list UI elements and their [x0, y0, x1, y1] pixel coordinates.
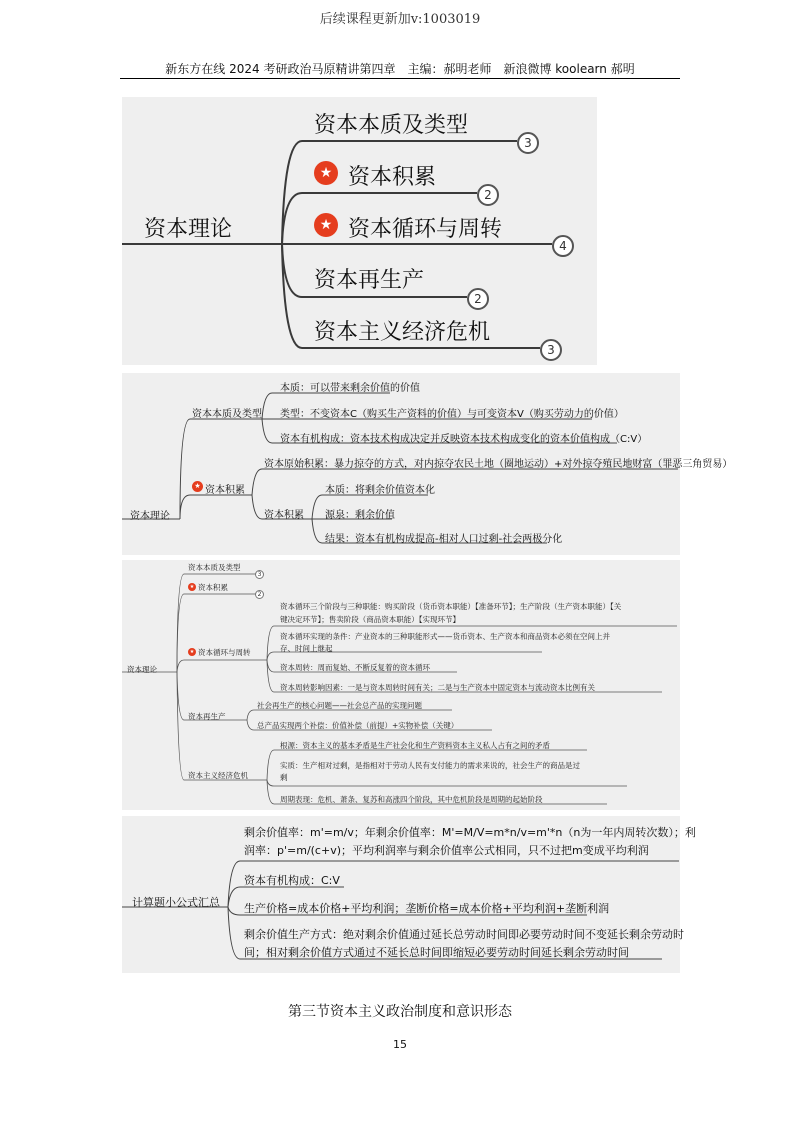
node-text: 剩: [280, 773, 288, 782]
branch-label: 资本本质及类型: [192, 409, 262, 420]
mindmap-capital-accumulation: [122, 373, 733, 555]
branch-label: 资本主义经济危机: [188, 771, 248, 780]
branch-label: 资本积累: [205, 485, 245, 496]
branch-label: 资本积累: [198, 583, 228, 592]
branch-label: 资本再生产: [188, 712, 226, 721]
branch-label: 资本本质及类型: [314, 113, 469, 138]
node-text: 源泉：剩余价值: [325, 510, 395, 521]
count-badge: 4: [552, 235, 574, 257]
count-badge: 2: [255, 590, 264, 599]
page-header: 新东方在线 2024 考研政治马原精讲第四章 主编：郝明老师 新浪微博 koolearn 郝明: [165, 62, 635, 76]
branch-label: 资本积累: [264, 510, 304, 521]
node-text: 生产价格=成本价格+平均利润；垄断价格=成本价格+平均利润+垄断利润: [244, 902, 610, 915]
section-title: 第三节资本主义政治制度和意识形态: [288, 1004, 512, 1020]
branch-label: 资本循环与周转: [348, 217, 503, 242]
header-rule: [120, 78, 680, 79]
node-text: 社会再生产的核心问题——社会总产品的实现问题: [257, 701, 422, 710]
star-icon: ★: [192, 481, 203, 492]
node-text: 资本循环三个阶段与三种职能：购买阶段（货币资本职能）【准备环节】；生产阶段（生产资本职能）【关: [280, 602, 622, 611]
branch-label: 资本循环与周转: [198, 648, 251, 657]
count-badge: 3: [517, 132, 539, 154]
star-icon: ★: [314, 213, 338, 237]
star-icon: ★: [189, 649, 195, 655]
mindmap-root: 资本理论: [127, 665, 157, 674]
mindmap-root: 资本理论: [144, 217, 233, 242]
star-icon: ★: [314, 161, 338, 185]
node-text: 结果：资本有机构成提高-相对人口过剩-社会两极分化: [325, 534, 563, 545]
node-text: 剩余价值率：m'=m/v；年剩余价值率：M'=M/V=m*n/v=m'*n（n为一年内周转次数）；利: [244, 826, 696, 839]
count-badge: 2: [467, 288, 489, 310]
node-text: 根源：资本主义的基本矛盾是生产社会化和生产资料资本主义私人占有之间的矛盾: [280, 741, 550, 750]
node-text: 资本周转影响因素：一是与资本周转时间有关；二是与生产资本中固定资本与流动资本比例有关: [280, 683, 595, 692]
count-badge: 3: [255, 570, 264, 579]
node-text: 本质：将剩余价值资本化: [325, 485, 435, 496]
node-text: 资本有机构成：C:V: [244, 874, 340, 887]
node-text: 剩余价值生产方式：绝对剩余价值通过延长总劳动时间即必要劳动时间不变延长剩余劳动时: [244, 928, 684, 941]
branch-label: 资本本质及类型: [188, 563, 241, 572]
page-number: 15: [393, 1038, 407, 1051]
node-text: 类型：不变资本C（购买生产资料的价值）与可变资本V（购买劳动力的价值）: [280, 409, 624, 420]
count-badge: 3: [540, 339, 562, 361]
count-badge: 2: [477, 184, 499, 206]
node-text: 资本循环实现的条件：产业资本的三种职能形式——货币资本、生产资本和商品资本必须在空间上并: [280, 632, 610, 641]
node-text: 资本周转：周而复始、不断反复着的资本循环: [280, 663, 430, 672]
branch-label: 资本主义经济危机: [314, 320, 491, 345]
node-text: 周期表现：危机、萧条、复苏和高涨四个阶段，其中危机阶段是周期的起始阶段: [280, 795, 543, 804]
node-text: 存、时间上继起: [280, 644, 333, 653]
node-text: 总产品实现两个补偿：价值补偿（前提）+实物补偿（关键）: [257, 721, 459, 730]
mindmap-formulas: [122, 816, 696, 973]
watermark: 后续课程更新加v:1003019: [319, 12, 481, 27]
node-text: 资本原始积累：暴力掠夺的方式，对内掠夺农民土地（圈地运动）+对外掠夺殖民地财富（罪恶三角贸易）: [264, 459, 733, 470]
mindmap-root: 资本理论: [130, 511, 170, 522]
branch-label: 资本积累: [348, 165, 437, 190]
node-text: 本质：可以带来剩余价值的价值: [280, 383, 420, 394]
node-text: 资本有机构成：资本技术构成决定并反映资本技术构成变化的资本价值构成（C:V）: [280, 434, 648, 445]
mindmap-circulation-crisis: [122, 560, 680, 810]
branch-label: 资本再生产: [314, 268, 425, 293]
node-text: 润率：p'=m/(c+v)；平均利润率与剩余价值率公式相同，只不过把m变成平均利润: [244, 844, 649, 857]
mindmap-overview: [122, 97, 597, 365]
node-text: 实质：生产相对过剩，是指相对于劳动人民有支付能力的需求来说的，社会生产的商品是过: [280, 761, 580, 770]
node-text: 间；相对剩余价值方式通过不延长总时间即缩短必要劳动时间延长剩余劳动时间: [244, 946, 629, 959]
mindmap-root: 计算题小公式汇总: [132, 896, 220, 909]
star-icon: ★: [189, 584, 195, 590]
node-text: 键决定环节】；售卖阶段（商品资本职能）【实现环节】: [280, 615, 460, 624]
